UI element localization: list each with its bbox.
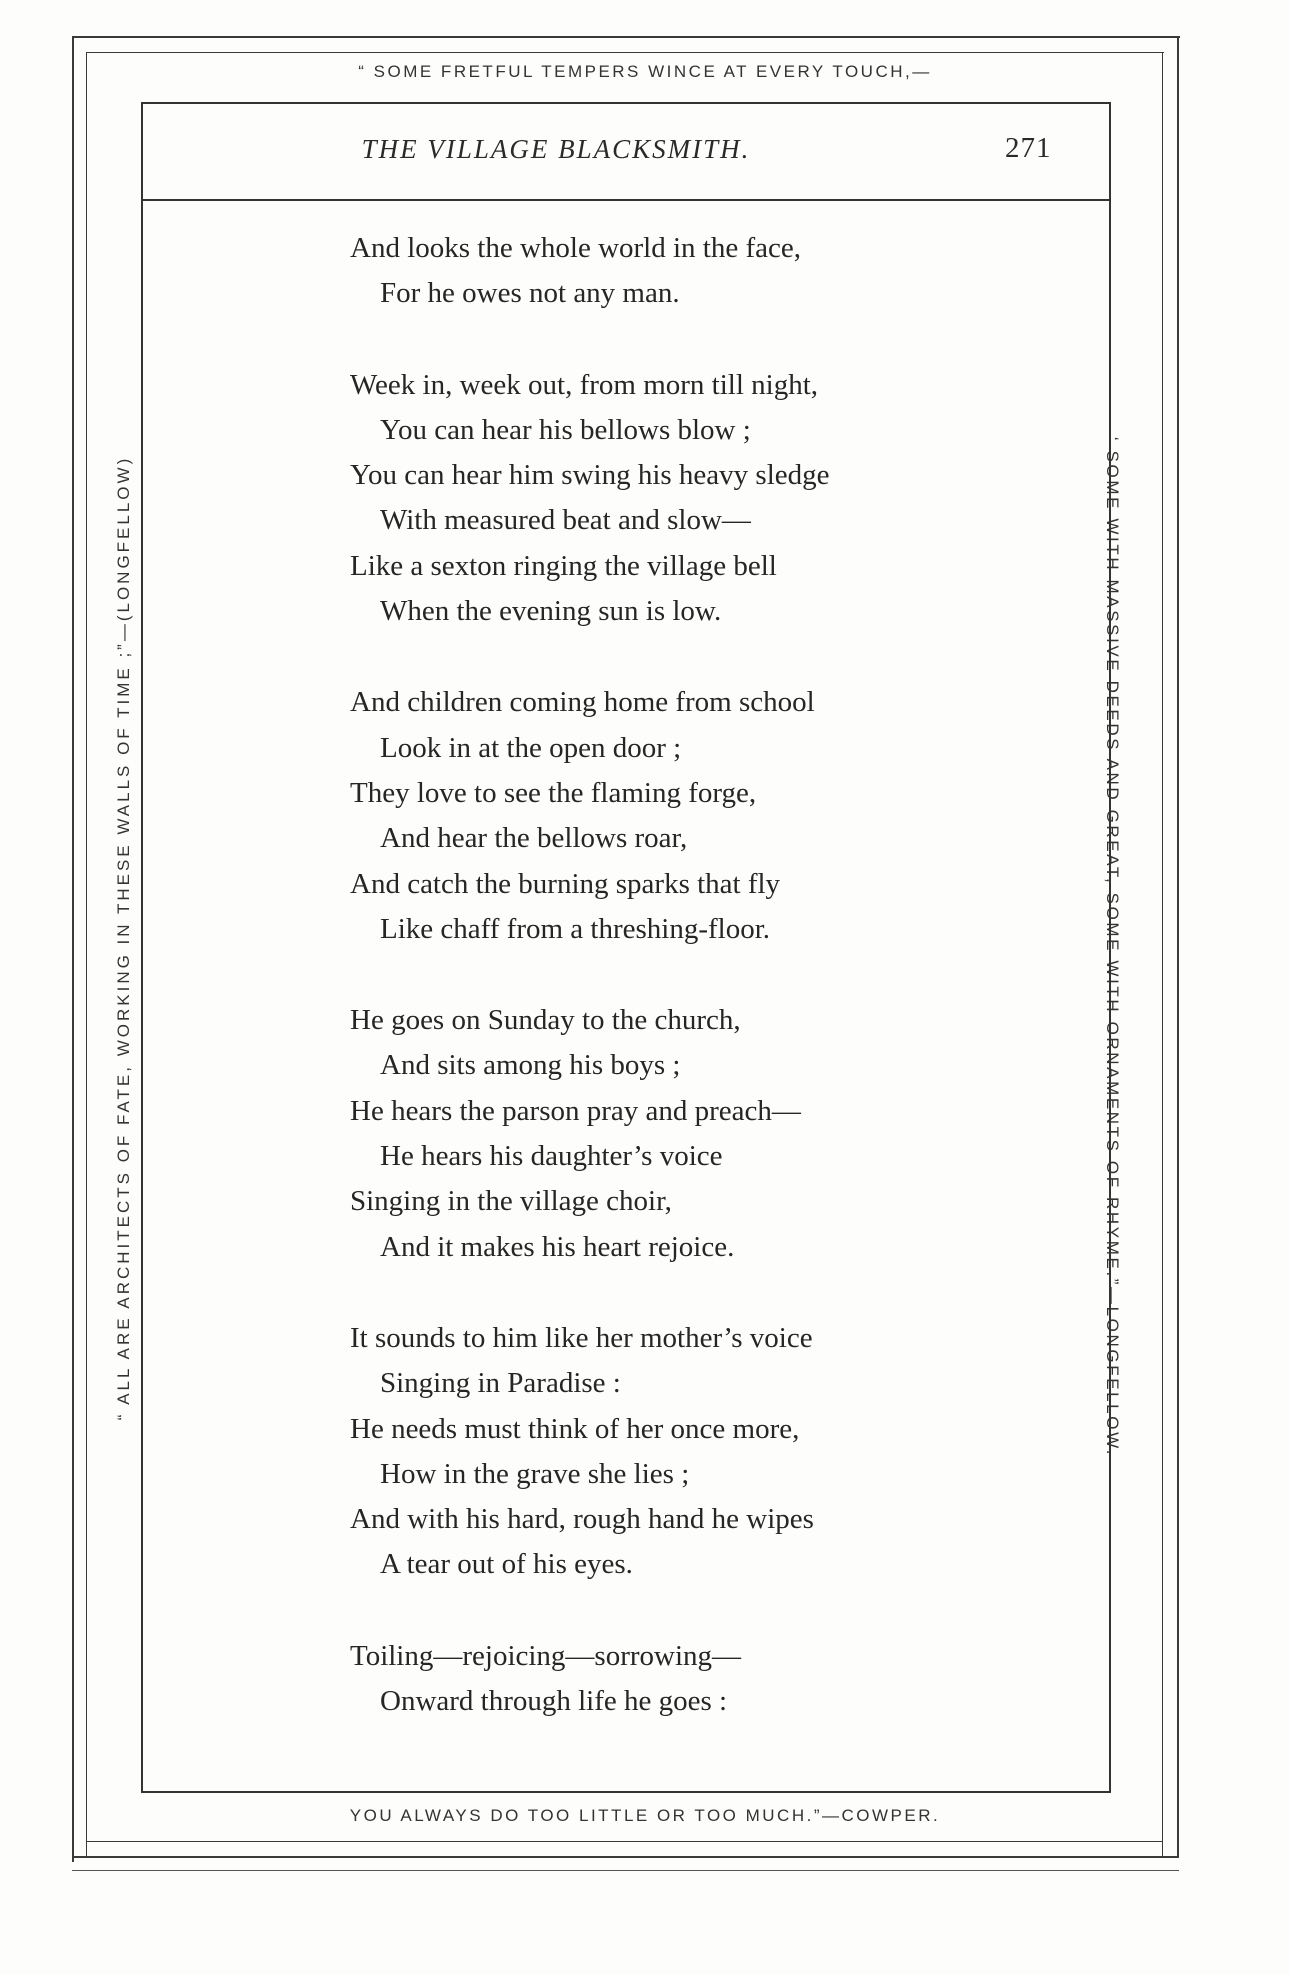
poem-line: With measured beat and slow— bbox=[380, 504, 751, 537]
frame-bottom-rule bbox=[72, 1856, 1179, 1858]
top-border-motto: “ SOME FRETFUL TEMPERS WINCE AT EVERY TOUCH,— bbox=[358, 62, 932, 81]
poem-line: You can hear him swing his heavy sledge bbox=[350, 459, 830, 492]
stanza bbox=[350, 1316, 1090, 1588]
poem-line: And children coming home from school bbox=[350, 686, 815, 719]
poem-line: And hear the bellows roar, bbox=[380, 822, 688, 855]
poem-line: He hears his daughter’s voice bbox=[380, 1140, 723, 1173]
poem-line: For he owes not any man. bbox=[380, 277, 680, 310]
poem-line: He needs must think of her once more, bbox=[350, 1412, 800, 1445]
poem-line: And looks the whole world in the face, bbox=[350, 232, 802, 264]
poem-line: Toiling—rejoicing—sorrowing— bbox=[350, 1639, 742, 1672]
header-divider bbox=[141, 199, 1111, 201]
poem-line: And with his hard, rough hand he wipes bbox=[350, 1503, 814, 1536]
frame-bottom-outer-rule bbox=[72, 1870, 1179, 1871]
page-number: 271 bbox=[1005, 132, 1052, 164]
poem-body bbox=[350, 226, 1090, 1770]
poem-line: And it makes his heart rejoice. bbox=[380, 1230, 735, 1263]
poem-line: Week in, week out, from morn till night, bbox=[350, 368, 819, 401]
poem-line: Singing in the village choir, bbox=[350, 1185, 672, 1218]
frame-bottom-inner-rule bbox=[86, 1841, 1163, 1842]
frame-top-rule bbox=[72, 36, 1180, 38]
stanza bbox=[350, 1634, 1090, 1725]
poem-line: Singing in Paradise : bbox=[380, 1367, 621, 1400]
poem-line: He goes on Sunday to the church, bbox=[350, 1004, 741, 1037]
poem-line: Like a sexton ringing the village bell bbox=[350, 549, 777, 582]
poem-line: A tear out of his eyes. bbox=[380, 1548, 633, 1581]
stanza bbox=[350, 226, 1090, 317]
poem-line: When the evening sun is low. bbox=[380, 595, 722, 628]
left-border-motto: “ ALL ARE ARCHITECTS OF FATE, WORKING IN THESE WALLS OF TIME ;”—(LONGFELLOW) bbox=[114, 455, 133, 1421]
poem-line: Look in at the open door ; bbox=[380, 731, 682, 764]
frame-left-inner-rule bbox=[86, 52, 87, 1857]
bottom-border-motto: YOU ALWAYS DO TOO LITTLE OR TOO MUCH.”—COWPER. bbox=[349, 1806, 941, 1825]
stanza bbox=[350, 998, 1090, 1270]
poem-line: Like chaff from a threshing-floor. bbox=[380, 912, 771, 945]
right-border-motto: ‘ SOME WITH MASSIVE DEEDS AND GREAT, SOME WITH ORNAMENTS OF RHYME.”—LONGFELLOW. bbox=[1103, 436, 1122, 1458]
running-title: THE VILLAGE BLACKSMITH. bbox=[361, 134, 751, 164]
poem-line: It sounds to him like her mother’s voice bbox=[350, 1321, 813, 1354]
frame-left-rule bbox=[72, 36, 74, 1862]
poem-line: Onward through life he goes : bbox=[380, 1685, 728, 1718]
poem-line: They love to see the flaming forge, bbox=[350, 776, 757, 809]
poem-line: And sits among his boys ; bbox=[380, 1049, 681, 1082]
frame-right-inner-rule bbox=[1162, 52, 1163, 1857]
poem-line: And catch the burning sparks that fly bbox=[350, 867, 781, 900]
stanza bbox=[350, 363, 1090, 635]
stanza bbox=[350, 680, 1090, 952]
poem-line: You can hear his bellows blow ; bbox=[380, 413, 751, 446]
frame-top-inner-rule bbox=[86, 52, 1164, 53]
frame-right-rule bbox=[1177, 36, 1179, 1858]
poem-line: How in the grave she lies ; bbox=[380, 1457, 690, 1490]
poem-line: He hears the parson pray and preach— bbox=[350, 1094, 801, 1127]
